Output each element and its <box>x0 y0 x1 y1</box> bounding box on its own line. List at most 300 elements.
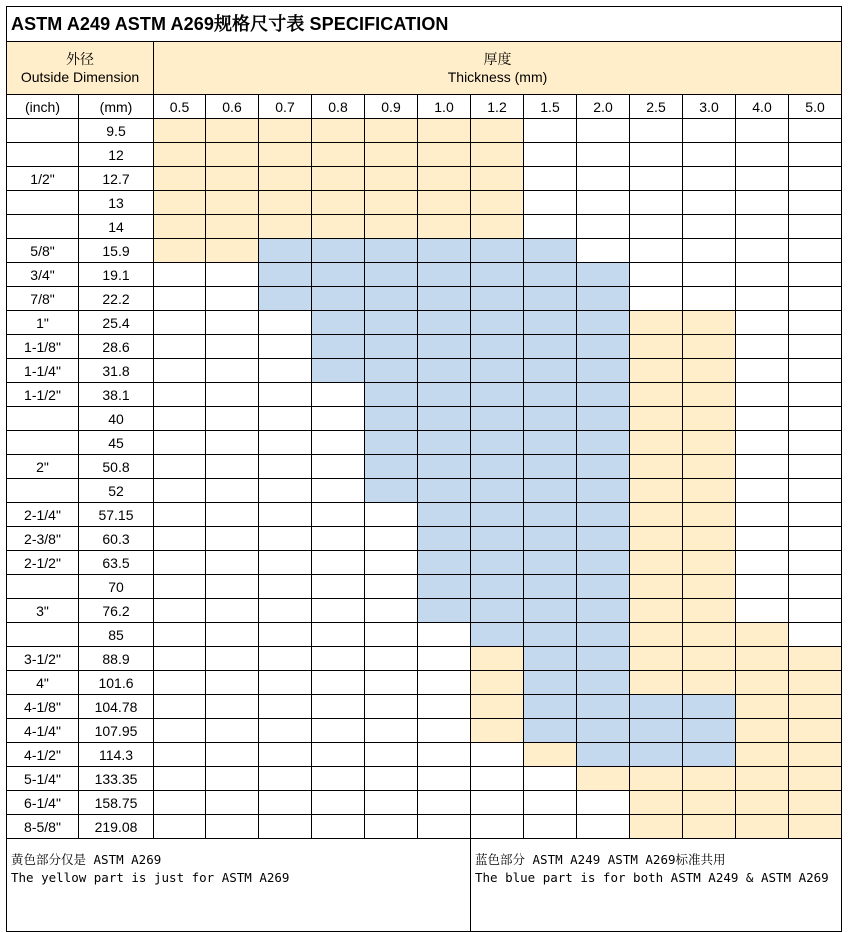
empty-cell <box>630 119 683 143</box>
empty-cell <box>365 575 418 599</box>
yellow-cell <box>259 215 312 239</box>
empty-cell <box>206 599 259 623</box>
empty-cell <box>418 815 471 839</box>
inch-cell: 1" <box>7 311 79 335</box>
table-row <box>7 647 842 671</box>
empty-cell <box>206 551 259 575</box>
blue-cell <box>577 455 630 479</box>
notes-row <box>7 839 842 932</box>
yellow-cell <box>789 647 842 671</box>
yellow-cell <box>206 239 259 263</box>
empty-cell <box>789 335 842 359</box>
empty-cell <box>259 695 312 719</box>
yellow-cell <box>736 647 789 671</box>
empty-cell <box>312 791 365 815</box>
mm-cell: 158.75 <box>79 791 154 815</box>
empty-cell <box>154 623 206 647</box>
empty-cell <box>259 383 312 407</box>
spec-table <box>6 6 842 932</box>
yellow-cell <box>577 767 630 791</box>
empty-cell <box>630 215 683 239</box>
empty-cell <box>312 527 365 551</box>
empty-cell <box>312 479 365 503</box>
blue-cell <box>365 407 418 431</box>
blue-cell <box>524 431 577 455</box>
empty-cell <box>259 503 312 527</box>
empty-cell <box>418 671 471 695</box>
inch-cell: 5-1/4" <box>7 767 79 791</box>
yellow-cell <box>789 719 842 743</box>
empty-cell <box>789 383 842 407</box>
empty-cell <box>259 359 312 383</box>
empty-cell <box>736 599 789 623</box>
table-row <box>7 815 842 839</box>
empty-cell <box>789 527 842 551</box>
inch-cell <box>7 623 79 647</box>
blue-cell <box>471 623 524 647</box>
blue-note <box>471 839 842 932</box>
yellow-cell <box>418 191 471 215</box>
empty-cell <box>365 695 418 719</box>
empty-cell <box>736 119 789 143</box>
inch-cell: 1/2" <box>7 167 79 191</box>
thickness-column-header: 2.0 <box>577 95 630 119</box>
yellow-cell <box>259 143 312 167</box>
yellow-cell <box>630 407 683 431</box>
mm-cell: 85 <box>79 623 154 647</box>
empty-cell <box>736 335 789 359</box>
empty-cell <box>259 599 312 623</box>
empty-cell <box>683 143 736 167</box>
empty-cell <box>206 263 259 287</box>
blue-cell <box>471 431 524 455</box>
yellow-cell <box>154 143 206 167</box>
empty-cell <box>206 575 259 599</box>
inch-cell <box>7 575 79 599</box>
yellow-cell <box>471 215 524 239</box>
yellow-cell <box>683 479 736 503</box>
thickness-label-cn: 厚度 <box>483 51 512 67</box>
blue-cell <box>471 311 524 335</box>
empty-cell <box>630 287 683 311</box>
empty-cell <box>259 527 312 551</box>
thickness-column-header: 2.5 <box>630 95 683 119</box>
table-row <box>7 143 842 167</box>
blue-note-cn: 蓝色部分 ASTM A249 ASTM A269标准共用 <box>475 852 726 867</box>
empty-cell <box>259 551 312 575</box>
blue-cell <box>524 599 577 623</box>
yellow-cell <box>630 791 683 815</box>
empty-cell <box>683 119 736 143</box>
yellow-cell <box>736 767 789 791</box>
mm-cell: 133.35 <box>79 767 154 791</box>
yellow-cell <box>365 191 418 215</box>
empty-cell <box>577 815 630 839</box>
blue-cell <box>577 599 630 623</box>
table-row <box>7 743 842 767</box>
empty-cell <box>154 311 206 335</box>
empty-cell <box>471 815 524 839</box>
yellow-cell <box>418 143 471 167</box>
empty-cell <box>154 263 206 287</box>
empty-cell <box>206 767 259 791</box>
empty-cell <box>736 215 789 239</box>
empty-cell <box>630 263 683 287</box>
empty-cell <box>259 719 312 743</box>
mm-cell: 25.4 <box>79 311 154 335</box>
blue-cell <box>577 743 630 767</box>
yellow-cell <box>259 191 312 215</box>
yellow-cell <box>683 551 736 575</box>
yellow-cell <box>365 143 418 167</box>
blue-cell <box>312 263 365 287</box>
blue-cell <box>312 359 365 383</box>
empty-cell <box>154 695 206 719</box>
blue-cell <box>577 287 630 311</box>
inch-cell <box>7 215 79 239</box>
outside-dimension-header <box>7 42 154 95</box>
yellow-cell <box>683 311 736 335</box>
title-row <box>7 7 842 42</box>
empty-cell <box>154 479 206 503</box>
blue-cell <box>418 575 471 599</box>
yellow-cell <box>683 359 736 383</box>
mm-cell: 38.1 <box>79 383 154 407</box>
inch-cell: 4-1/8" <box>7 695 79 719</box>
yellow-note <box>7 839 471 932</box>
empty-cell <box>683 263 736 287</box>
blue-cell <box>259 287 312 311</box>
blue-cell <box>524 647 577 671</box>
yellow-cell <box>789 743 842 767</box>
empty-cell <box>471 743 524 767</box>
thickness-column-header: 1.2 <box>471 95 524 119</box>
inch-cell: 2-3/8" <box>7 527 79 551</box>
thickness-header <box>154 42 842 95</box>
yellow-cell <box>630 575 683 599</box>
empty-cell <box>789 239 842 263</box>
empty-cell <box>259 575 312 599</box>
empty-cell <box>206 743 259 767</box>
mm-cell: 13 <box>79 191 154 215</box>
inch-cell <box>7 119 79 143</box>
inch-cell: 1-1/4" <box>7 359 79 383</box>
empty-cell <box>524 167 577 191</box>
empty-cell <box>524 791 577 815</box>
thickness-column-header: 0.7 <box>259 95 312 119</box>
empty-cell <box>736 407 789 431</box>
empty-cell <box>418 791 471 815</box>
empty-cell <box>206 359 259 383</box>
blue-cell <box>418 455 471 479</box>
empty-cell <box>418 743 471 767</box>
thickness-column-header: 0.8 <box>312 95 365 119</box>
empty-cell <box>206 527 259 551</box>
empty-cell <box>736 263 789 287</box>
empty-cell <box>683 167 736 191</box>
yellow-cell <box>312 215 365 239</box>
blue-cell <box>524 527 577 551</box>
empty-cell <box>154 599 206 623</box>
inch-cell: 2-1/2" <box>7 551 79 575</box>
blue-cell <box>418 287 471 311</box>
table-row <box>7 359 842 383</box>
table-row <box>7 311 842 335</box>
blue-cell <box>524 239 577 263</box>
yellow-cell <box>630 551 683 575</box>
blue-cell <box>524 311 577 335</box>
blue-cell <box>312 239 365 263</box>
mm-cell: 9.5 <box>79 119 154 143</box>
inch-cell: 2" <box>7 455 79 479</box>
blue-cell <box>471 503 524 527</box>
empty-cell <box>154 503 206 527</box>
blue-cell <box>418 239 471 263</box>
yellow-cell <box>683 503 736 527</box>
blue-cell <box>418 407 471 431</box>
empty-cell <box>789 359 842 383</box>
empty-cell <box>789 551 842 575</box>
od-label-cn: 外径 <box>66 51 94 67</box>
yellow-cell <box>683 335 736 359</box>
empty-cell <box>154 575 206 599</box>
empty-cell <box>789 575 842 599</box>
inch-column-header: (inch) <box>7 95 79 119</box>
yellow-cell <box>789 695 842 719</box>
blue-cell <box>471 407 524 431</box>
blue-cell <box>577 383 630 407</box>
yellow-cell <box>630 503 683 527</box>
empty-cell <box>154 815 206 839</box>
mm-cell: 52 <box>79 479 154 503</box>
mm-cell: 45 <box>79 431 154 455</box>
empty-cell <box>736 575 789 599</box>
empty-cell <box>206 815 259 839</box>
yellow-cell <box>365 119 418 143</box>
blue-cell <box>312 311 365 335</box>
blue-cell <box>312 287 365 311</box>
empty-cell <box>312 623 365 647</box>
blue-cell <box>524 263 577 287</box>
yellow-cell <box>630 767 683 791</box>
empty-cell <box>206 335 259 359</box>
blue-cell <box>577 575 630 599</box>
inch-cell: 7/8" <box>7 287 79 311</box>
table-row <box>7 599 842 623</box>
yellow-cell <box>789 791 842 815</box>
blue-cell <box>577 671 630 695</box>
table-row <box>7 479 842 503</box>
mm-cell: 107.95 <box>79 719 154 743</box>
inch-cell <box>7 407 79 431</box>
blue-cell <box>577 719 630 743</box>
empty-cell <box>259 431 312 455</box>
yellow-cell <box>630 479 683 503</box>
yellow-cell <box>789 671 842 695</box>
yellow-note-cn: 黄色部分仅是 ASTM A269 <box>11 852 162 867</box>
inch-cell <box>7 191 79 215</box>
blue-cell <box>365 335 418 359</box>
yellow-cell <box>154 119 206 143</box>
inch-cell: 1-1/8" <box>7 335 79 359</box>
blue-cell <box>418 599 471 623</box>
empty-cell <box>312 671 365 695</box>
blue-cell <box>365 479 418 503</box>
inch-cell: 3" <box>7 599 79 623</box>
empty-cell <box>524 143 577 167</box>
yellow-cell <box>736 695 789 719</box>
empty-cell <box>154 455 206 479</box>
spec-sheet <box>6 6 840 932</box>
yellow-cell <box>206 167 259 191</box>
blue-cell <box>365 263 418 287</box>
empty-cell <box>365 671 418 695</box>
blue-cell <box>577 623 630 647</box>
inch-cell <box>7 431 79 455</box>
blue-cell <box>418 263 471 287</box>
yellow-cell <box>154 191 206 215</box>
thickness-label-en: Thickness (mm) <box>447 69 548 85</box>
blue-cell <box>418 479 471 503</box>
empty-cell <box>259 767 312 791</box>
table-row <box>7 623 842 647</box>
blue-cell <box>524 503 577 527</box>
yellow-cell <box>418 119 471 143</box>
empty-cell <box>206 623 259 647</box>
yellow-cell <box>736 743 789 767</box>
yellow-cell <box>683 527 736 551</box>
empty-cell <box>259 455 312 479</box>
blue-cell <box>365 287 418 311</box>
mm-cell: 104.78 <box>79 695 154 719</box>
thickness-column-header: 0.6 <box>206 95 259 119</box>
blue-cell <box>524 359 577 383</box>
blue-cell <box>524 287 577 311</box>
column-header-row <box>7 95 842 119</box>
yellow-cell <box>471 191 524 215</box>
mm-cell: 22.2 <box>79 287 154 311</box>
inch-cell: 4-1/4" <box>7 719 79 743</box>
empty-cell <box>524 119 577 143</box>
blue-cell <box>418 335 471 359</box>
empty-cell <box>524 215 577 239</box>
empty-cell <box>683 287 736 311</box>
yellow-cell <box>630 815 683 839</box>
blue-cell <box>630 719 683 743</box>
empty-cell <box>630 167 683 191</box>
yellow-cell <box>206 119 259 143</box>
table-row <box>7 767 842 791</box>
blue-cell <box>471 455 524 479</box>
mm-cell: 14 <box>79 215 154 239</box>
empty-cell <box>789 503 842 527</box>
empty-cell <box>736 551 789 575</box>
mm-cell: 114.3 <box>79 743 154 767</box>
table-row <box>7 335 842 359</box>
blue-cell <box>577 263 630 287</box>
empty-cell <box>683 215 736 239</box>
empty-cell <box>789 167 842 191</box>
empty-cell <box>206 287 259 311</box>
blue-cell <box>577 527 630 551</box>
empty-cell <box>789 119 842 143</box>
empty-cell <box>312 599 365 623</box>
empty-cell <box>365 599 418 623</box>
empty-cell <box>312 407 365 431</box>
empty-cell <box>365 623 418 647</box>
yellow-cell <box>365 215 418 239</box>
blue-cell <box>471 263 524 287</box>
blue-cell <box>471 239 524 263</box>
table-body <box>7 119 842 839</box>
inch-cell <box>7 143 79 167</box>
blue-cell <box>683 719 736 743</box>
blue-cell <box>418 503 471 527</box>
inch-cell: 5/8" <box>7 239 79 263</box>
empty-cell <box>206 503 259 527</box>
yellow-cell <box>630 383 683 407</box>
mm-cell: 57.15 <box>79 503 154 527</box>
empty-cell <box>365 527 418 551</box>
empty-cell <box>206 407 259 431</box>
yellow-cell <box>630 647 683 671</box>
blue-cell <box>577 503 630 527</box>
blue-cell <box>418 551 471 575</box>
table-row <box>7 287 842 311</box>
empty-cell <box>418 647 471 671</box>
mm-cell: 19.1 <box>79 263 154 287</box>
inch-cell <box>7 479 79 503</box>
yellow-cell <box>683 575 736 599</box>
blue-cell <box>471 599 524 623</box>
empty-cell <box>312 383 365 407</box>
empty-cell <box>206 479 259 503</box>
yellow-cell <box>471 671 524 695</box>
empty-cell <box>683 191 736 215</box>
blue-cell <box>577 407 630 431</box>
blue-cell <box>418 359 471 383</box>
empty-cell <box>789 287 842 311</box>
blue-cell <box>683 695 736 719</box>
blue-cell <box>683 743 736 767</box>
empty-cell <box>206 695 259 719</box>
blue-cell <box>471 383 524 407</box>
blue-cell <box>524 335 577 359</box>
table-row <box>7 551 842 575</box>
empty-cell <box>577 119 630 143</box>
table-row <box>7 431 842 455</box>
empty-cell <box>206 791 259 815</box>
blue-cell <box>577 359 630 383</box>
empty-cell <box>154 791 206 815</box>
yellow-note-en: The yellow part is just for ASTM A269 <box>11 870 290 885</box>
blue-cell <box>365 311 418 335</box>
empty-cell <box>789 599 842 623</box>
table-row <box>7 527 842 551</box>
yellow-cell <box>630 431 683 455</box>
blue-cell <box>577 551 630 575</box>
mm-cell: 40 <box>79 407 154 431</box>
empty-cell <box>365 647 418 671</box>
mm-cell: 50.8 <box>79 455 154 479</box>
mm-cell: 70 <box>79 575 154 599</box>
empty-cell <box>312 815 365 839</box>
yellow-cell <box>154 215 206 239</box>
yellow-cell <box>206 215 259 239</box>
empty-cell <box>471 791 524 815</box>
inch-cell: 1-1/2" <box>7 383 79 407</box>
empty-cell <box>259 671 312 695</box>
